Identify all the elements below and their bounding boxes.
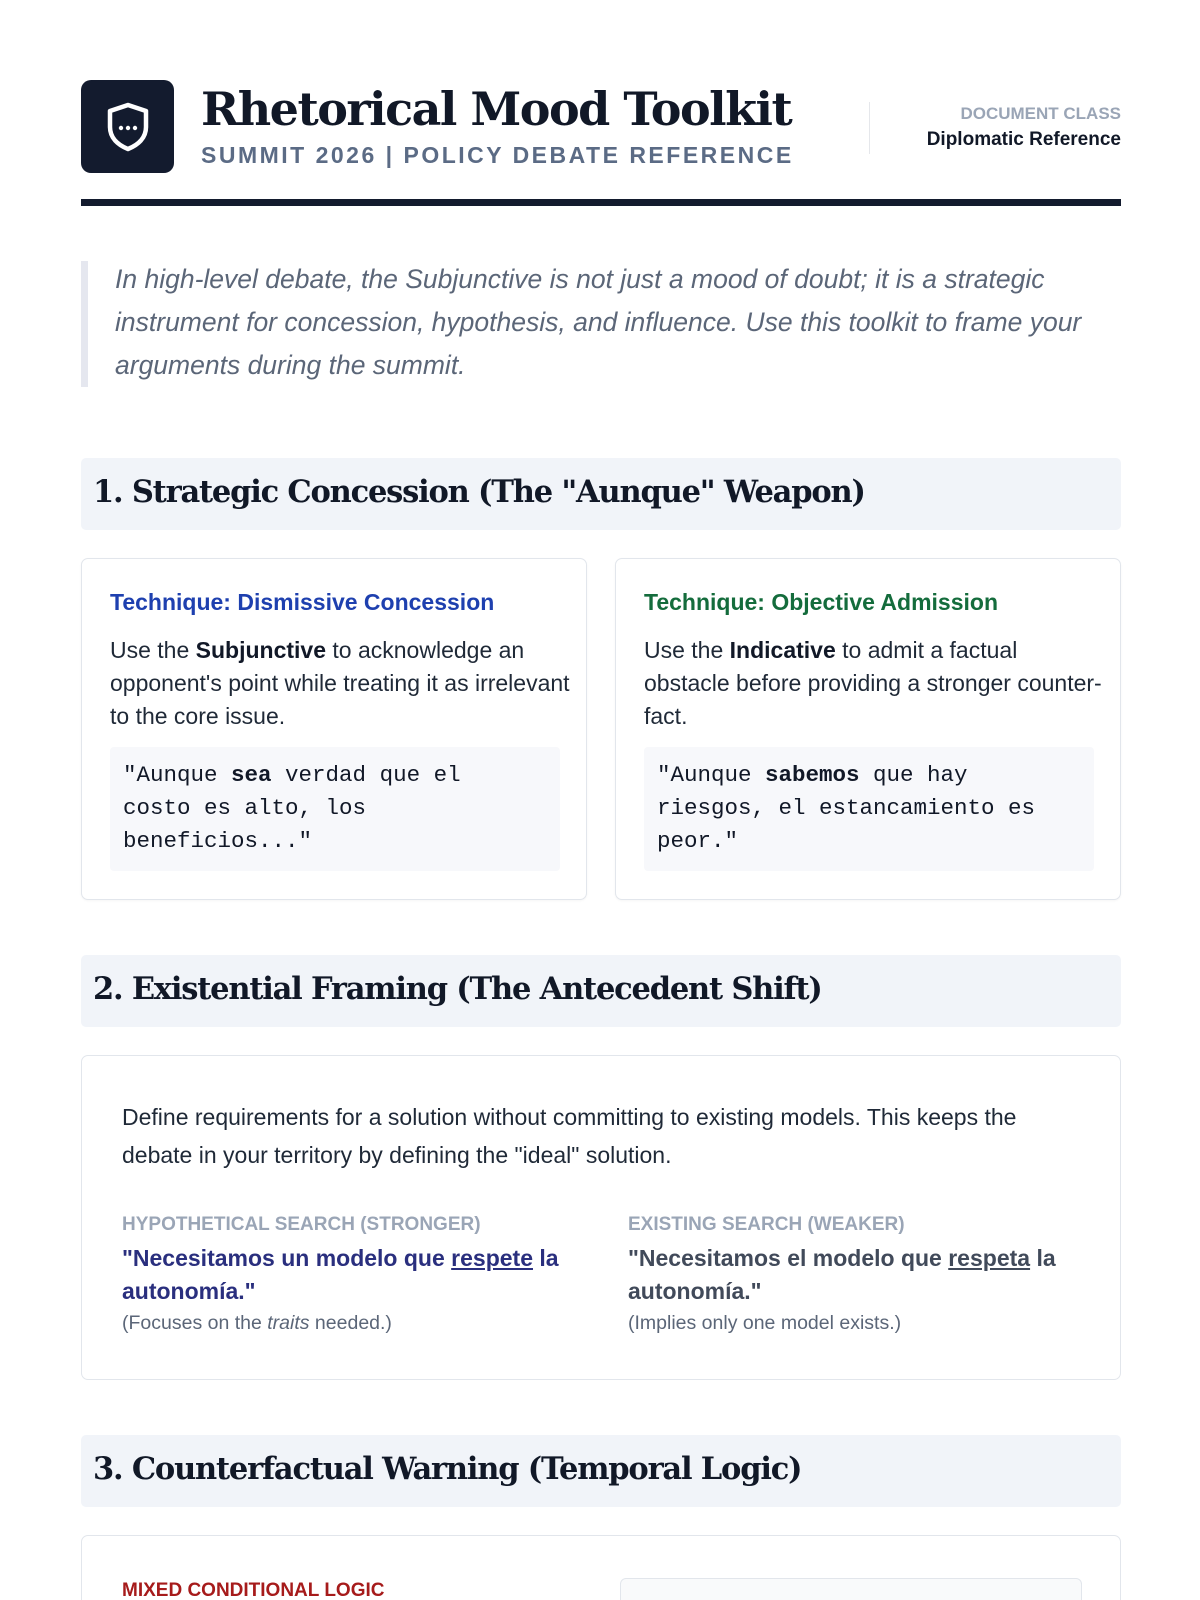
existing-example: "Necesitamos el modelo que respeta la autonomía." [628, 1245, 1056, 1304]
code-line: peor." [657, 828, 739, 854]
section-1-title: 1. Strategic Concession (The "Aunque" Weapon) [93, 474, 865, 510]
code-line: "Aunque sabemos que hay [657, 762, 968, 788]
section-3-header [81, 1435, 1121, 1507]
code-line: riesgos, el estancamiento es [657, 795, 1036, 821]
existing-note: (Implies only one model exists.) [628, 1312, 902, 1334]
example-code-box [644, 747, 1094, 871]
intro-quote [81, 261, 1121, 387]
hypothetical-label: HYPOTHETICAL SEARCH (STRONGER) [122, 1214, 481, 1235]
example-box [620, 1578, 1082, 1600]
technique-title: Technique: Dismissive Concession [110, 589, 495, 615]
section-2-header [81, 955, 1121, 1027]
technique-description: Use the Indicative to admit a factual obstacle before providing a stronger counter-fact. [644, 637, 1102, 729]
shield-icon [105, 102, 151, 152]
technique-card-dismissive [81, 558, 587, 900]
hypothetical-note: (Focuses on the traits needed.) [122, 1312, 392, 1334]
counterfactual-panel [81, 1535, 1121, 1600]
technique-title: Technique: Objective Admission [644, 589, 999, 615]
doc-class-value: Diplomatic Reference [926, 129, 1121, 150]
technique-card-objective [615, 558, 1121, 900]
section-2-lead: Define requirements for a solution without committing to existing models. This keeps the debate in your territory by defining the "ideal" solution. [122, 1104, 1017, 1168]
page-title: Rhetorical Mood Toolkit [201, 82, 792, 136]
section-1-header [81, 458, 1121, 530]
logo [81, 80, 174, 173]
example-code-box [110, 747, 560, 871]
header-rule [81, 199, 1121, 206]
code-line: beneficios..." [123, 828, 313, 854]
existing-label: EXISTING SEARCH (WEAKER) [628, 1214, 905, 1235]
doc-class-label: DOCUMENT CLASS [960, 104, 1121, 123]
code-line: costo es alto, los [123, 795, 367, 821]
section-2-title: 2. Existential Framing (The Antecedent Shift) [93, 971, 822, 1007]
document-header [81, 80, 1121, 206]
intro-text: In high-level debate, the Subjunctive is not just a mood of doubt; it is a strategic instrument for concession, hypothesis, and influence. Use this toolkit to frame your arguments during the summit. [115, 264, 1082, 380]
header-divider [869, 102, 870, 154]
page-subtitle: SUMMIT 2026 | POLICY DEBATE REFERENCE [201, 142, 794, 168]
technique-description: Use the Subjunctive to acknowledge an opponent's point while treating it as irrelevant to the core issue. [110, 637, 570, 729]
hypothetical-example: "Necesitamos un modelo que respete la autonomía." [122, 1245, 559, 1304]
mixed-conditional-label: MIXED CONDITIONAL LOGIC [122, 1580, 385, 1600]
section-3-title: 3. Counterfactual Warning (Temporal Logic) [93, 1451, 802, 1487]
code-line: "Aunque sea verdad que el [123, 762, 461, 788]
existential-framing-panel [81, 1055, 1121, 1380]
